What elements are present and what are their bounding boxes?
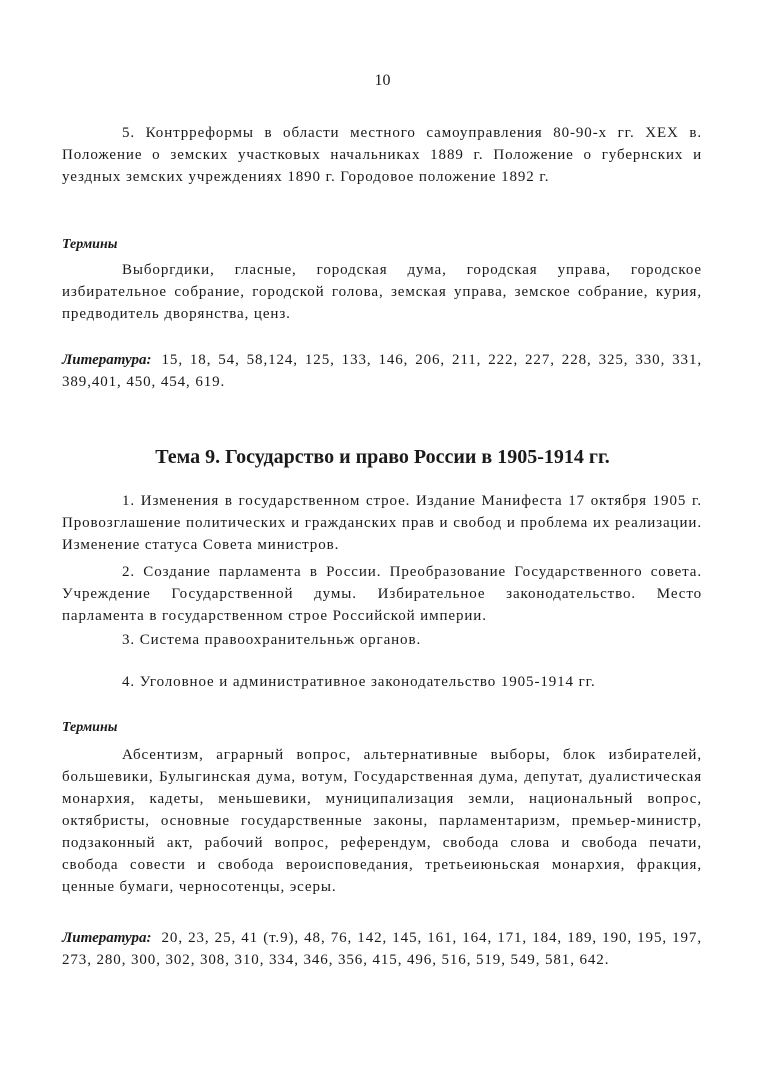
prev-terms-block	[62, 259, 702, 325]
literature-label: Литература:	[62, 352, 152, 368]
item-3-text: 3. Система правоохранительньж органов.	[122, 632, 422, 648]
terms-heading: Термины	[62, 720, 118, 735]
topic9-item-1	[62, 490, 702, 556]
topic9-item-3	[62, 629, 702, 651]
literature-label: Литература:	[62, 930, 152, 946]
prev-topic-item-5	[62, 122, 702, 188]
topic9-item-4	[62, 671, 702, 693]
prev-literature-block	[62, 349, 702, 393]
literature-refs: 15, 18, 54, 58,124, 125, 133, 146, 206, 211, 222, 227, 228, 325, 330, 331, 389,401, 450, 454, 619.	[62, 352, 702, 390]
terms-text: Выборгдики, гласные, городская дума, городская управа, городское избирательное собрание, городской голова, земская управа, земское собрание, курия, предводитель дворянства, ценз.	[62, 262, 702, 322]
topic-9-title: Тема 9. Государство и право России в 1905-1914 гг.	[155, 446, 610, 468]
item-5-text: 5. Контрреформы в области местного самоуправления 80-90-х гг. XEX в. Положение о земских участковых начальниках 1889 г. Положение о губернских и уездных земских учреждениях 1890 г. Городовое положение 1892 г.	[62, 125, 702, 185]
topic9-terms-block	[62, 744, 702, 898]
literature-refs: 20, 23, 25, 41 (т.9), 48, 76, 142, 145, 161, 164, 171, 184, 189, 190, 195, 197, 273, 280, 300, 302, 308, 310, 334, 346, 356, 415, 496, 516, 519, 549, 581, 642.	[62, 930, 702, 968]
topic9-item-2	[62, 561, 702, 627]
item-4-text: 4. Уголовное и административное законодательство 1905-1914 гг.	[122, 674, 596, 690]
terms-text: Абсентизм, аграрный вопрос, альтернативные выборы, блок избирателей, большевики, Булыгинская дума, вотум, Государственная дума, депутат, дуалистическая монархия, кадеты, меньшевики, муниципализация земли, национальный вопрос, октябристы, основные государственные законы, парламентаризм, премьер-министр, подзаконный акт, рабочий вопрос, референдум, свобода слова и свобода печати, свобода совести и свобода вероисповедания, третьеиюньская монархия, фракция, ценные бумаги, черносотенцы, эсеры.	[62, 747, 702, 895]
topic9-terms-heading-block	[62, 718, 702, 738]
topic9-literature-block	[62, 927, 702, 971]
page-number: 10	[374, 72, 391, 89]
literature-paragraph	[62, 349, 702, 393]
prev-terms-heading-block	[62, 235, 702, 255]
item-2-text: 2. Создание парламента в России. Преобразование Государственного совета. Учреждение Государственной думы. Избирательное законодательство. Место парламента в государственном строе Российской империи.	[62, 564, 702, 624]
terms-heading: Термины	[62, 237, 118, 252]
item-1-text: 1. Изменения в государственном строе. Издание Манифеста 17 октября 1905 г. Провозглашение политических и гражданских прав и свобод и проблема их реализации. Изменение статуса Совета министров.	[62, 493, 702, 553]
literature-paragraph	[62, 927, 702, 971]
